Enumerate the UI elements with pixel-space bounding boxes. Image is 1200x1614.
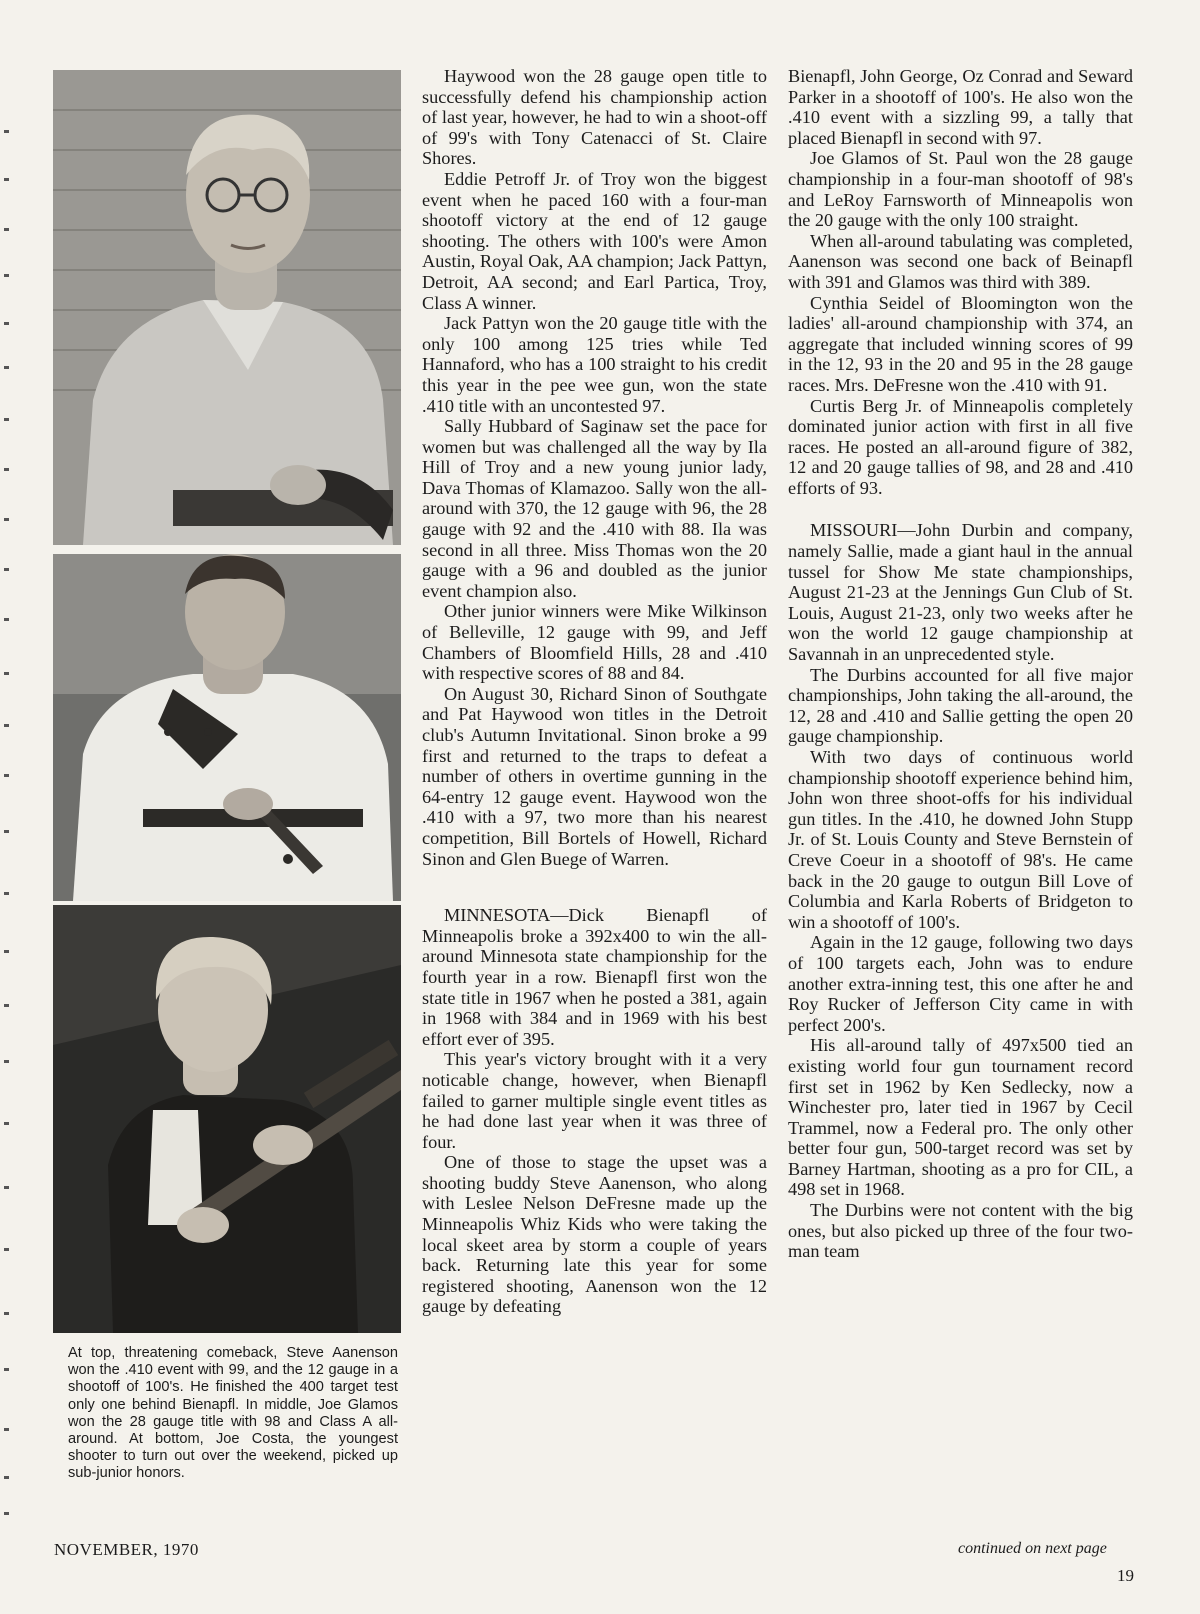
article-paragraph: Cynthia Seidel of Bloomington won the ladies' all-around championship with 374, an aggregate that included winning scores of 99 in the 12, 93 in the 20 and 95 in the 28 gauge races. Mrs. DeFresne won the .410 with 91. [788, 292, 1133, 395]
continued-note: continued on next page [958, 1540, 1107, 1557]
article-paragraph: Again in the 12 gauge, following two days of 100 targets each, John was to endure another extra-inning test, this one after he and Roy Rucker of Jefferson City came in with perfect 200's. [788, 932, 1133, 1035]
article-paragraph: One of those to stage the upset was a shooting buddy Steve Aanenson, who along with Leslee Nelson DeFresne made up the Minneapolis Whiz Kids who were taking the local skeet area by storm a couple of years back. Returning late this year for some registered shooting, Aanenson won the 12 gauge by defeating [422, 1152, 767, 1317]
article-paragraph: Joe Glamos of St. Paul won the 28 gauge championship in a four-man shootoff of 98's and LeRoy Farnsworth of Minneapolis won the 20 gauge with the only 100 straight. [788, 148, 1133, 231]
article-paragraph: On August 30, Richard Sinon of Southgate and Pat Haywood won titles in the Detroit club's Autumn Invitational. Sinon broke a 99 first and returned to the traps to defeat a number of others in overtime gunning in the 64-entry 12 gauge event. Haywood won the .410 with a 97, two more than his nearest competition, Bill Bortels of Howell, Richard Sinon and Glen Buege of Warren. [422, 683, 767, 869]
section-paragraph-minnesota: MINNESOTA—Dick Bienapfl of Minneapolis broke a 392x400 to win the all-around Minnesota state championship for the fourth year in a row. Bienapfl first won the state title in 1967 when he posted a 381, again in 1968 with 384 and in 1969 with his best effort ever of 395. [422, 905, 767, 1049]
article-paragraph: This year's victory brought with it a very noticable change, however, when Bienapfl failed to garner multiple single event titles as he had done last year when it was three of four. [422, 1049, 767, 1152]
photo-young-man-glasses-with-gun [53, 70, 401, 545]
article-paragraph: With two days of continuous world championship shootoff experience behind him, John won three shoot-offs for his individual gun titles. In the .410, he downed John Stupp Jr. of St. Louis County and Steve Bernstein of Creve Coeur in a shootoff of 98's. He came back in the 20 gauge to outgun Bill Love of Columbia and Karla Roberts of Bridgeton to win a shootoff of 100's. [788, 747, 1133, 932]
article-paragraph: Eddie Petroff Jr. of Troy won the biggest event when he paced 160 with a four-man shootoff victory at the end of 12 gauge shooting. The others with 100's were Amon Austin, Royal Oak, AA champion; Jack Pattyn, Detroit, AA second; and Earl Partica, Troy, Class A winner. [422, 168, 767, 313]
photo-caption: At top, threatening comeback, Steve Aanenson won the .410 event with 99, and the 12 gauge in a shootoff of 100's. He finished the 400 target test only one behind Bienapfl. In middle, Joe Glamos won the 28 gauge title with 98 and Class A all-around. At bottom, Joe Costa, the youngest shooter to turn out over the weekend, picked up sub-junior honors. [68, 1345, 398, 1482]
article-paragraph: Sally Hubbard of Saginaw set the pace for women but was challenged all the way by Ila Hill of Troy and a new young junior lady, Dava Thomas of Klamazoo. Sally won the all-around with 370, the 12 gauge with 96, the 28 gauge with 92 and the .410 with 88. Ila was second in all three. Miss Thomas won the 20 gauge with a 96 and doubled as the junior event champion also. [422, 416, 767, 601]
article-paragraph: Curtis Berg Jr. of Minneapolis completely dominated junior action with first in all five races. He posted an all-around figure of 382, 12 and 20 gauge tallies of 98, and 28 and .410 efforts of 93. [788, 395, 1133, 498]
page-number: 19 [1117, 1566, 1134, 1585]
article-paragraph: The Durbins were not content with the big ones, but also picked up three of the four two-man team [788, 1200, 1133, 1262]
section-paragraph-missouri: MISSOURI—John Durbin and company, namely Sallie, made a giant haul in the annual tussel for Show Me state championships, August 21-23 at the Jennings Gun Club of St. Louis, August 21-23, only two weeks after he won the world 12 gauge championship at Savannah in an unprecedented style. [788, 520, 1133, 665]
photo-boy-holding-shotgun [53, 905, 401, 1333]
article-paragraph: When all-around tabulating was completed, Aanenson was second one back of Beinapfl with 391 and Glamos was third with 389. [788, 230, 1133, 292]
article-paragraph: Bienapfl, John George, Oz Conrad and Seward Parker in a shootoff of 100's. He also won the .410 event with a sizzling 99, a tally that placed Bienapfl in second with 97. [788, 66, 1133, 148]
issue-date: NOVEMBER, 1970 [54, 1540, 199, 1559]
article-paragraph: Other junior winners were Mike Wilkinson of Belleville, 12 gauge with 99, and Jeff Chambers of Bloomfield Hills, 28 and .410 with respective scores of 88 and 84. [422, 601, 767, 684]
photo-man-loading-shotgun [53, 554, 401, 901]
article-paragraph: His all-around tally of 497x500 tied an existing world four gun tournament record first set in 1962 by Ken Sedlecky, now a Winchester pro, later tied in 1967 by Cecil Trammel, now a Federal pro. The only other better four gun, 500-target record was set by Barney Hartman, shooting as a pro for CIL, a 498 set in 1968. [788, 1035, 1133, 1200]
article-paragraph: The Durbins accounted for all five major championships, John taking the all-around, the 12, 28 and .410 and Sallie getting the open 20 gauge championship. [788, 664, 1133, 747]
article-column-middle [422, 66, 767, 1317]
page-edge-marks [0, 60, 14, 1540]
article-paragraph: Haywood won the 28 gauge open title to successfully defend his championship action of last year, however, he had to win a shoot-off of 99's with Tony Catenacci of St. Claire Shores. [422, 66, 767, 169]
article-paragraph: Jack Pattyn won the 20 gauge title with the only 100 among 125 tries while Ted Hannaford, who has a 100 straight to his credit this year in the pee wee gun, won the state .410 title with an uncontested 97. [422, 313, 767, 416]
article-column-right [788, 66, 1133, 1262]
